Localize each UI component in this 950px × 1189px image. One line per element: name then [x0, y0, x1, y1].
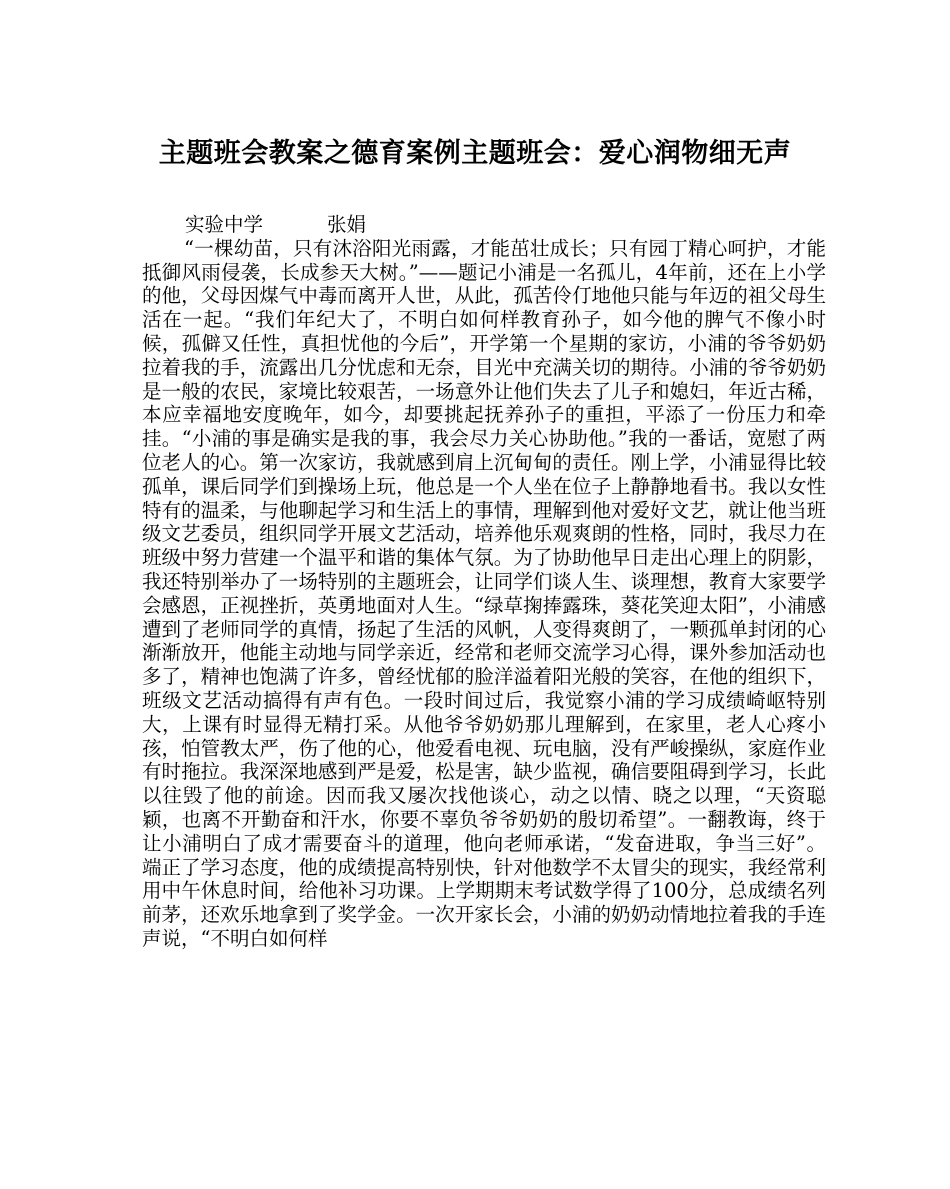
document-title: 主题班会教案之德育案例主题班会：爱心润物细无声: [158, 138, 792, 169]
document-body: [142, 213, 826, 951]
body-paragraph: “一棵幼苗，只有沐浴阳光雨露，才能茁壮成长；只有园丁精心呵护，才能抵御风雨侵袭，长成参天大树。”——题记小浦是一名孤儿，4年前，还在上小学的他，父母因煤气中毒而离开人世，从此，孤苦伶仃地他只能与年迈的祖父母生活在一起。“我们年纪大了，不明白如何样教育孙子，如今他的脾气不像小时候，孤僻又任性，真担忧他的今后”，开学第一个星期的家访，小浦的爷爷奶奶拉着我的手，流露出几分忧虑和无奈，目光中充满关切的期待。小浦的爷爷奶奶是一般的农民，家境比较艰苦，一场意外让他们失去了儿子和媳妇，年近古稀，本应幸福地安度晚年，如今，却要挑起抚养孙子的重担，平添了一份压力和牵挂。“小浦的事是确实是我的事，我会尽力关心协助他。”我的一番话，宽慰了两位老人的心。第一次家访，我就感到肩上沉甸甸的责任。刚上学，小浦显得比较孤单，课后同学们到操场上玩，他总是一个人坐在位子上静静地看书。我以女性特有的温柔，与他聊起学习和生活上的事情，理解到他对爱好文艺，就让他当班级文艺委员，组织同学开展文艺活动，培养他乐观爽朗的性格，同时，我尽力在班级中努力营建一个温平和谐的集体气氛。为了协助他早日走出心理上的阴影，我还特别举办了一场特别的主题班会，让同学们谈人生、谈理想，教育大家要学会感恩，正视挫折，英勇地面对人生。“绿草掬捧露珠，葵花笑迎太阳”，小浦感遭到了老师同学的真情，扬起了生活的风帆，人变得爽朗了，一颗孤单封闭的心渐渐放开，他能主动地与同学亲近，经常和老师交流学习心得，课外参加活动也多了，精神也饱满了许多，曾经忧郁的脸洋溢着阳光般的笑容，在他的组织下，班级文艺活动搞得有声有色。一段时间过后，我觉察小浦的学习成绩崎岖特别大，上课有时显得无精打采。从他爷爷奶奶那儿理解到，在家里，老人心疼小孩，怕管教太严，伤了他的心，他爱看电视、玩电脑，没有严峻操纵，家庭作业有时拖拉。我深深地感到严是爱，松是害，缺少监视，确信要阻碍到学习，长此以往毁了他的前途。因而我又屡次找他谈心，动之以情、晓之以理，“天资聪颖，也离不开勤奋和汗水，你要不辜负爷爷奶奶的殷切希望”。一翻教诲，终于让小浦明白了成才需要奋斗的道理，他向老师承诺，“发奋进取，争当三好”。 端正了学习态度，他的成绩提高特别快，针对他数学不太冒尖的现实，我经常利用中午休息时间，给他补习功课。上学期期末考试数学得了100分，总成绩名列前茅，还欢乐地拿到了奖学金。一次开家长会，小浦的奶奶动情地拉着我的手连声说，“不明白如何样: [142, 236, 826, 950]
author-school: 实验中学: [185, 213, 264, 236]
author-name: 张娟: [327, 213, 367, 236]
author-line: [142, 213, 826, 237]
